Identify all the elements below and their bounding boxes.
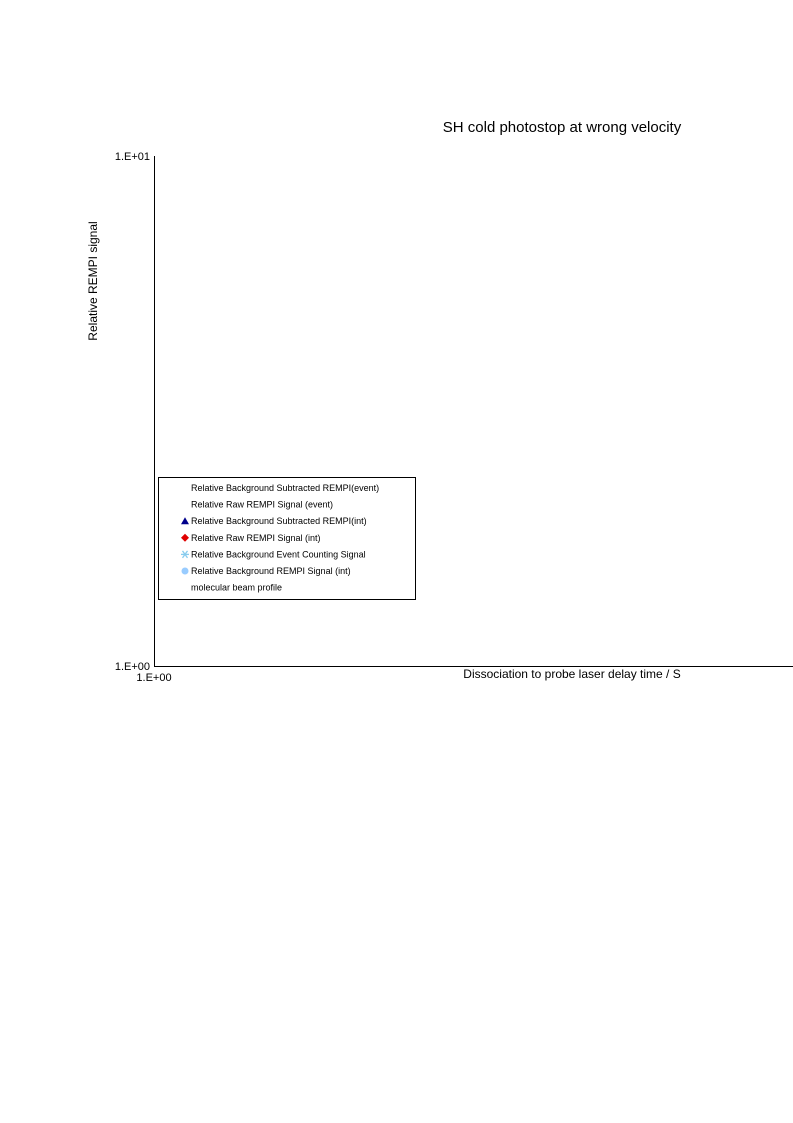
x-ticks	[136, 672, 171, 684]
chart-title: SH cold photostop at wrong velocity	[442, 119, 682, 136]
legend-entry-label: Relative Raw REMPI Signal (int)	[191, 532, 321, 543]
x-axis-label: Dissociation to probe laser delay time / S	[463, 667, 681, 681]
legend-entry-label: Relative Raw REMPI Signal (event)	[191, 499, 334, 510]
y-tick-label: 1.E+00	[114, 661, 150, 673]
legend-entry-label: Relative Background Event Counting Signal	[191, 549, 366, 560]
y-tick-label: 1.E+01	[114, 151, 150, 163]
circle-marker-icon	[182, 568, 189, 575]
legend	[159, 478, 416, 600]
legend-entry-label: molecular beam profile	[191, 582, 283, 593]
legend-entry-label: Relative Background REMPI Signal (int)	[191, 566, 351, 576]
legend-entry-label: Relative Background Subtracted REMPI(int)	[191, 516, 367, 527]
y-ticks	[115, 151, 150, 673]
x-tick-label: 1.E+00	[136, 672, 172, 684]
legend-entry-label: Relative Background Subtracted REMPI(event)	[191, 483, 380, 493]
y-axis-label: Relative REMPI signal	[86, 221, 100, 341]
